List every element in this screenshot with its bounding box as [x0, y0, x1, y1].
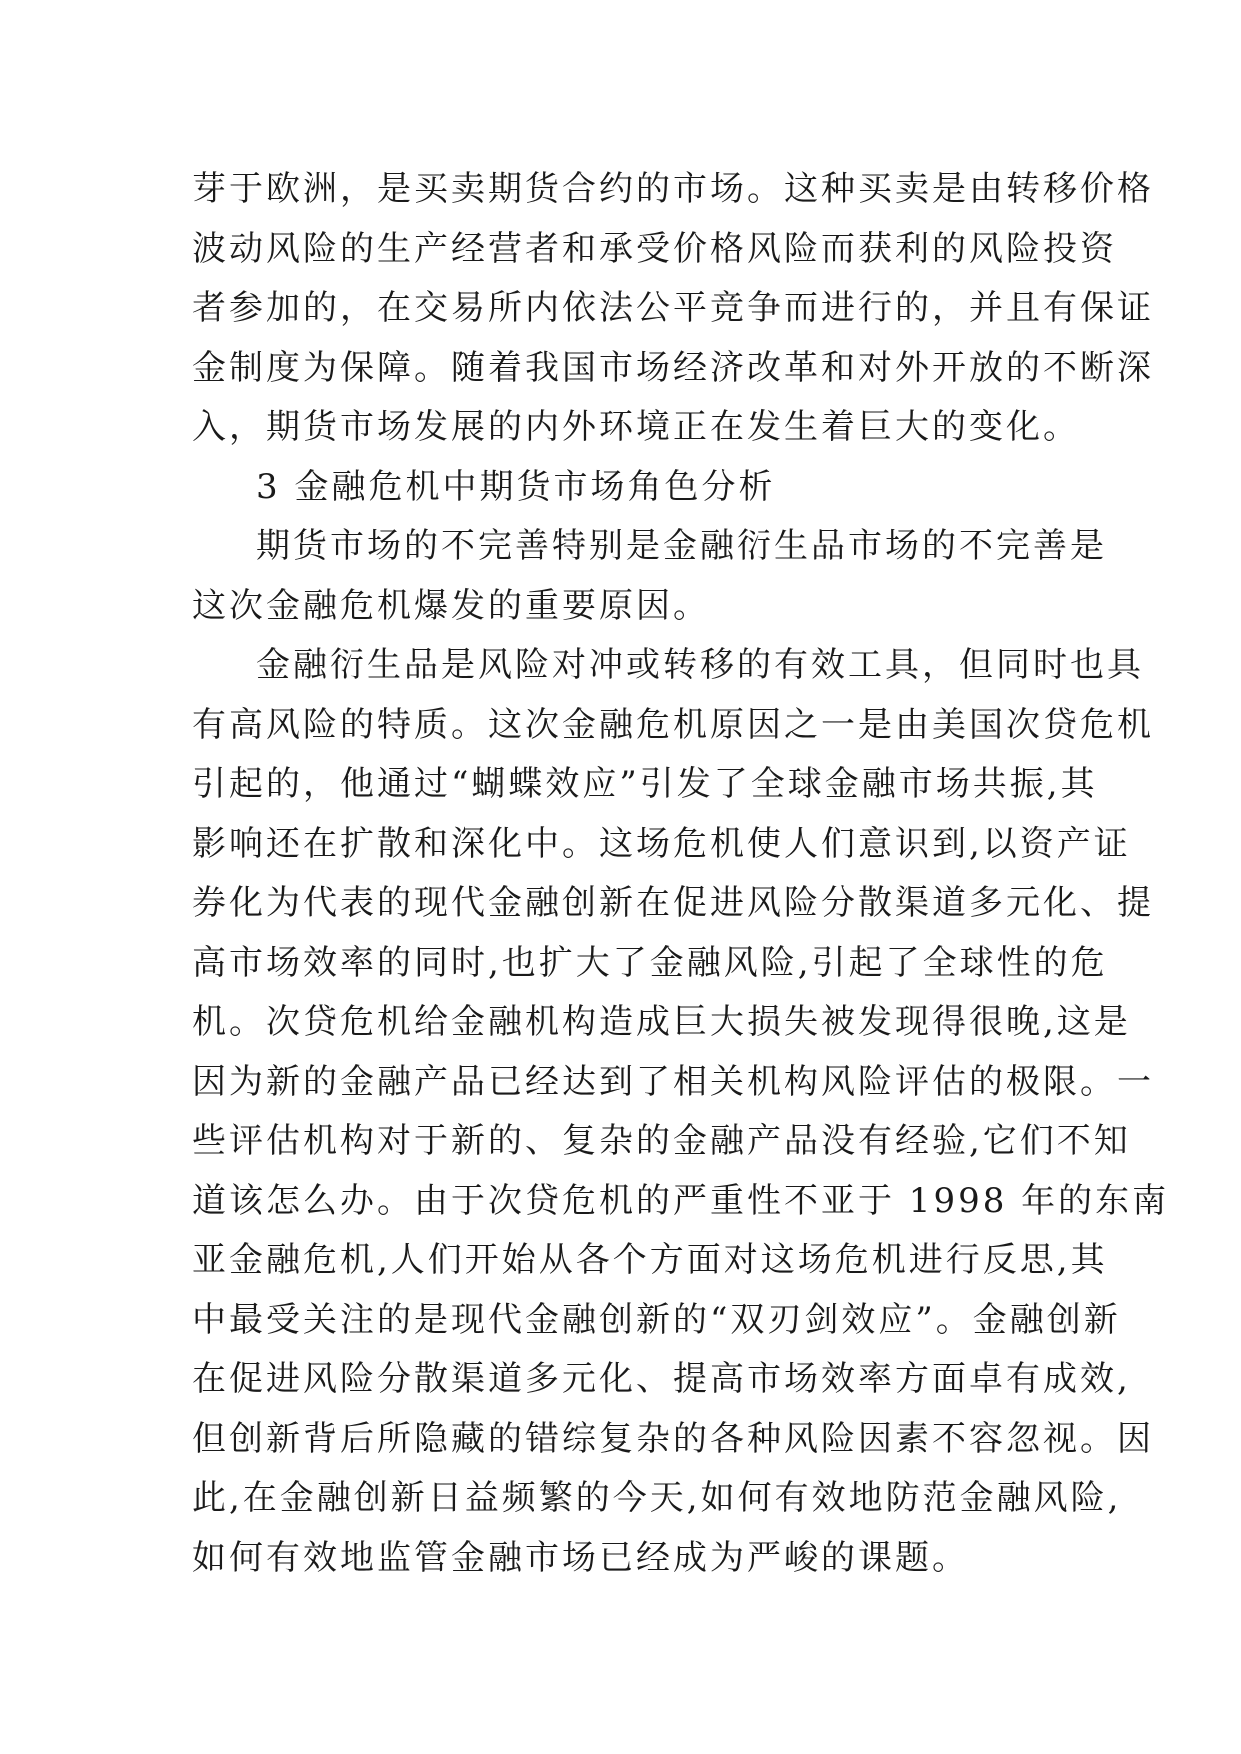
text-line: 者参加的，在交易所内依法公平竞争而进行的，并且有保证	[192, 288, 1154, 328]
text-line: 金融衍生品是风险对冲或转移的有效工具，但同时也具	[256, 645, 1144, 685]
text-line: 中最受关注的是现代金融创新的“双刃剑效应”。金融创新	[192, 1299, 1121, 1340]
section-heading: 3 金融危机中期货市场角色分析	[256, 466, 776, 507]
text-line: 机。次贷危机给金融机构造成巨大损失被发现得很晚,这是	[192, 1002, 1131, 1042]
text-line: 但创新背后所隐藏的错综复杂的各种风险因素不容忽视。因	[192, 1418, 1154, 1459]
text-line: 引起的，他通过“蝴蝶效应”引发了全球金融市场共振,其	[192, 764, 1098, 804]
text-line: 亚金融危机,人们开始从各个方面对这场危机进行反思,其	[192, 1240, 1108, 1280]
text-line: 如何有效地监管金融市场已经成为严峻的课题。	[192, 1537, 969, 1578]
text-line: 券化为代表的现代金融创新在促进风险分散渠道多元化、提	[192, 883, 1154, 923]
text-line: 芽于欧洲，是买卖期货合约的市场。这种买卖是由转移价格	[192, 169, 1154, 209]
text-line: 期货市场的不完善特别是金融衍生品市场的不完善是	[256, 526, 1107, 566]
text-line: 此,在金融创新日益频繁的今天,如何有效地防范金融风险,	[192, 1478, 1122, 1518]
text-line: 这次金融危机爆发的重要原因。	[192, 585, 710, 626]
text-line: 入，期货市场发展的内外环境正在发生着巨大的变化。	[192, 407, 1080, 447]
text-line: 因为新的金融产品已经达到了相关机构风险评估的极限。一	[192, 1061, 1154, 1102]
body-text	[192, 160, 1170, 1588]
text-line: 有高风险的特质。这次金融危机原因之一是由美国次贷危机	[192, 704, 1154, 745]
text-line: 影响还在扩散和深化中。这场危机使人们意识到,以资产证	[192, 823, 1131, 864]
text-line: 在促进风险分散渠道多元化、提高市场效率方面卓有成效,	[192, 1359, 1131, 1399]
text-line: 些评估机构对于新的、复杂的金融产品没有经验,它们不知	[192, 1121, 1131, 1161]
text-line: 高市场效率的同时,也扩大了金融风险,引起了全球性的危	[192, 942, 1108, 983]
text-line: 道该怎么办。由于次贷危机的严重性不亚于 1998 年的东南	[192, 1180, 1170, 1221]
text-line: 金制度为保障。随着我国市场经济改革和对外开放的不断深	[192, 347, 1154, 388]
text-line: 波动风险的生产经营者和承受价格风险而获利的风险投资	[192, 228, 1117, 269]
